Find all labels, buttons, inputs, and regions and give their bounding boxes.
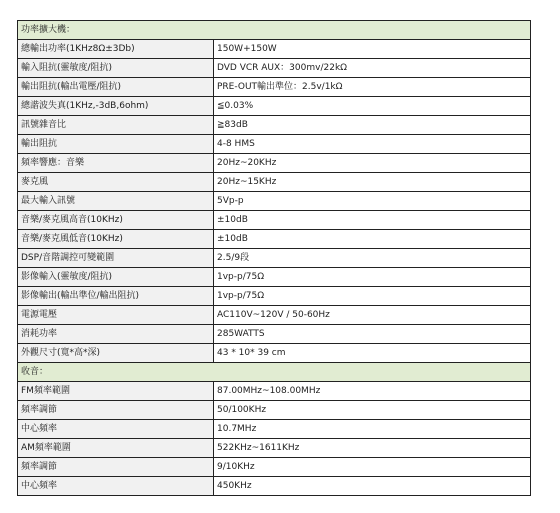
spec-label: 輸入阻抗(靈敏度/阻抗) (18, 59, 214, 78)
spec-value: ±10dB (214, 230, 531, 249)
spec-label: 影像輸出(輸出準位/輸出阻抗) (18, 287, 214, 306)
table-row (18, 344, 531, 363)
table-row (18, 268, 531, 287)
spec-label: 最大輸入訊號 (18, 192, 214, 211)
table-row (18, 230, 531, 249)
spec-value: 450KHz (214, 477, 531, 496)
spec-value: ≦0.03% (214, 97, 531, 116)
spec-value: 2.5/9段 (214, 249, 531, 268)
table-row (18, 59, 531, 78)
spec-label: 外觀尺寸(寬*高*深) (18, 344, 214, 363)
spec-label: 總輸出功率(1KHz8Ω±3Db) (18, 40, 214, 59)
table-row (18, 40, 531, 59)
table-row (18, 401, 531, 420)
table-row (18, 211, 531, 230)
spec-value: 1vp-p/75Ω (214, 268, 531, 287)
spec-label: 電源電壓 (18, 306, 214, 325)
table-row (18, 439, 531, 458)
spec-label: DSP/音階調控可變範圍 (18, 249, 214, 268)
table-row (18, 306, 531, 325)
table-row (18, 249, 531, 268)
spec-table-body (18, 21, 531, 496)
spec-label: AM頻率範圍 (18, 439, 214, 458)
table-row (18, 173, 531, 192)
table-row (18, 135, 531, 154)
spec-label: 頻率調節 (18, 401, 214, 420)
section-title: 功率擴大機： (18, 21, 531, 40)
spec-value: 10.7MHz (214, 420, 531, 439)
spec-label: 消耗功率 (18, 325, 214, 344)
spec-value: 20Hz~20KHz (214, 154, 531, 173)
spec-value: 4-8 HMS (214, 135, 531, 154)
spec-value: PRE-OUT輸出準位：2.5v/1kΩ (214, 78, 531, 97)
spec-value: 5Vp-p (214, 192, 531, 211)
spec-table (17, 20, 531, 496)
spec-label: 音樂/麥克風高音(10KHz) (18, 211, 214, 230)
spec-value: 43 * 10* 39 cm (214, 344, 531, 363)
table-row (18, 154, 531, 173)
table-row (18, 78, 531, 97)
spec-label: 影像輸入(靈敏度/阻抗) (18, 268, 214, 287)
table-row (18, 382, 531, 401)
table-row (18, 420, 531, 439)
table-row (18, 477, 531, 496)
spec-value: 150W+150W (214, 40, 531, 59)
spec-value: 9/10KHz (214, 458, 531, 477)
spec-label: 麥克風 (18, 173, 214, 192)
spec-value: AC110V~120V / 50-60Hz (214, 306, 531, 325)
spec-label: 總諧波失真(1KHz,-3dB,6ohm) (18, 97, 214, 116)
spec-value: 87.00MHz~108.00MHz (214, 382, 531, 401)
spec-label: 中心頻率 (18, 477, 214, 496)
spec-value: 285WATTS (214, 325, 531, 344)
spec-value: ≧83dB (214, 116, 531, 135)
spec-label: 頻率響應：音樂 (18, 154, 214, 173)
spec-value: 522KHz~1611KHz (214, 439, 531, 458)
section-header-row (18, 21, 531, 40)
spec-label: 中心頻率 (18, 420, 214, 439)
section-title: 收音： (18, 363, 531, 382)
spec-value: 50/100KHz (214, 401, 531, 420)
spec-label: 頻率調節 (18, 458, 214, 477)
spec-value: 1vp-p/75Ω (214, 287, 531, 306)
section-header-row (18, 363, 531, 382)
table-row (18, 97, 531, 116)
spec-label: 音樂/麥克風低音(10KHz) (18, 230, 214, 249)
table-row (18, 458, 531, 477)
spec-label: FM頻率範圍 (18, 382, 214, 401)
spec-value: DVD VCR AUX：300mv/22kΩ (214, 59, 531, 78)
table-row (18, 325, 531, 344)
table-row (18, 287, 531, 306)
spec-value: 20Hz~15KHz (214, 173, 531, 192)
table-row (18, 192, 531, 211)
table-row (18, 116, 531, 135)
spec-label: 輸出阻抗 (18, 135, 214, 154)
spec-value: ±10dB (214, 211, 531, 230)
spec-label: 輸出阻抗(輸出電壓/阻抗) (18, 78, 214, 97)
spec-label: 訊號雜音比 (18, 116, 214, 135)
